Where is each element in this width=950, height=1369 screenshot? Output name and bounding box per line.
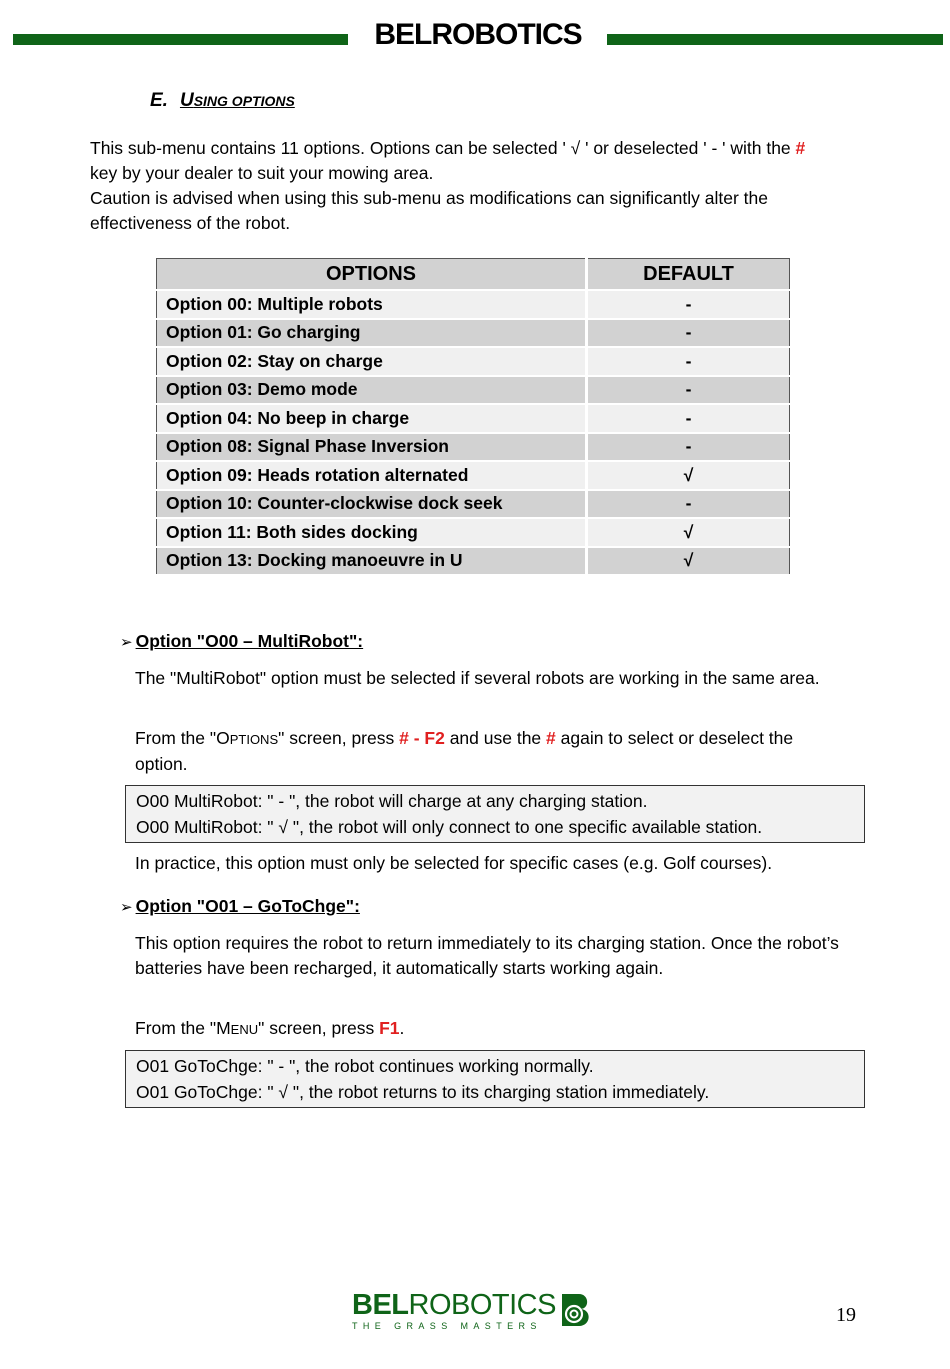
footer-logo	[352, 1290, 596, 1340]
footer-tagline: THE GRASS MASTERS	[352, 1321, 542, 1331]
table-row	[157, 290, 790, 319]
table-row	[157, 347, 790, 376]
intro-paragraph	[90, 136, 870, 236]
o00-p2-b: " screen, press	[278, 728, 400, 748]
option-default: -	[587, 290, 790, 319]
option-name: Option 02: Stay on charge	[157, 347, 587, 376]
footer-brand-bold: BEL	[352, 1289, 409, 1321]
o01-box-line-2: O01 GoToChge: " √ ", the robot returns to its charging station immediately.	[136, 1082, 710, 1102]
o00-paragraph-3: In practice, this option must only be selected for specific cases (e.g. Golf courses).	[135, 853, 773, 873]
intro-caution: Caution is advised when using this sub-menu as modifications can significantly alter the effectiveness of the robot.	[90, 188, 768, 233]
option-o00-heading	[120, 631, 363, 652]
option-default: -	[587, 490, 790, 519]
hash-key: #	[795, 138, 806, 158]
option-default: -	[587, 347, 790, 376]
header-options: OPTIONS	[157, 259, 587, 291]
option-default: √	[587, 518, 790, 547]
o00-paragraph-1: The "MultiRobot" option must be selected if several robots are working in the same area.	[135, 668, 820, 688]
section-title	[180, 90, 295, 111]
table-row	[157, 461, 790, 490]
options-table	[156, 258, 790, 576]
option-o01-heading	[120, 896, 360, 917]
o01-settings-box	[125, 1050, 865, 1108]
o00-paragraph-2	[135, 726, 835, 777]
option-o00-title: Option "O00 – MultiRobot":	[135, 631, 364, 651]
o00-p2-c: and use the	[444, 728, 547, 748]
o01-box-line-1: O01 GoToChge: " - ", the robot continues working normally.	[136, 1056, 594, 1076]
option-name: Option 00: Multiple robots	[157, 290, 587, 319]
option-name: Option 10: Counter-clockwise dock seek	[157, 490, 587, 519]
option-name: Option 11: Both sides docking	[157, 518, 587, 547]
intro-text-b: key by your dealer to suit your mowing area.	[90, 163, 434, 183]
page-number: 19	[836, 1304, 856, 1326]
o01-p2-b: " screen, press	[258, 1018, 380, 1038]
table-row	[157, 490, 790, 519]
intro-text-a: This sub-menu contains 11 options. Options can be selected ' √ ' or deselected ' - ' with the	[90, 138, 796, 158]
o00-p2-sc: PTIONS	[229, 732, 279, 747]
section-title-rest: SING OPTIONS	[193, 93, 295, 109]
option-name: Option 08: Signal Phase Inversion	[157, 433, 587, 462]
section-heading	[150, 90, 295, 112]
o00-keys: # - F2	[399, 728, 445, 748]
table-row	[157, 319, 790, 348]
footer-brand-rest: ROBOTICS	[408, 1289, 556, 1321]
option-default: -	[587, 319, 790, 348]
arrow-icon: ➢	[120, 899, 133, 916]
o00-settings-box	[125, 785, 865, 843]
snail-logo-icon	[559, 1292, 593, 1328]
o01-p2-a: From the "M	[135, 1018, 231, 1038]
o00-box-line-2: O00 MultiRobot: " √ ", the robot will only connect to one specific available station.	[136, 817, 763, 837]
o01-key: F1	[379, 1018, 400, 1038]
header-default: DEFAULT	[587, 259, 790, 291]
table-row	[157, 376, 790, 405]
o01-p2-sc: ENU	[230, 1022, 259, 1037]
section-letter: E.	[150, 90, 168, 111]
header-rule-left	[13, 34, 348, 45]
table-row	[157, 518, 790, 547]
option-default: √	[587, 547, 790, 576]
o00-hash: #	[546, 728, 556, 748]
section-title-cap: U	[179, 90, 194, 111]
option-name: Option 09: Heads rotation alternated	[157, 461, 587, 490]
table-row	[157, 547, 790, 576]
o00-p2-d: again to select or deselect the option.	[135, 728, 794, 774]
table-row	[157, 433, 790, 462]
option-default: -	[587, 376, 790, 405]
o00-box-line-1: O00 MultiRobot: " - ", the robot will charge at any charging station.	[136, 791, 648, 811]
option-name: Option 04: No beep in charge	[157, 404, 587, 433]
option-name: Option 13: Docking manoeuvre in U	[157, 547, 587, 576]
option-default: -	[587, 433, 790, 462]
o01-paragraph-1: This option requires the robot to return immediately to its charging station. Once the robot’s batteries have been recharged, it automatically starts working again.	[135, 933, 839, 978]
header-rule-right	[607, 34, 943, 45]
option-default: -	[587, 404, 790, 433]
header-logo: BELROBOTICS	[374, 18, 582, 51]
option-o01-title: Option "O01 – GoToChge":	[135, 896, 360, 916]
o00-p2-a: From the "O	[135, 728, 230, 748]
arrow-icon: ➢	[120, 634, 133, 651]
o01-paragraph-2	[135, 1016, 835, 1042]
option-name: Option 03: Demo mode	[157, 376, 587, 405]
o01-p2-c: .	[399, 1018, 405, 1038]
table-row	[157, 404, 790, 433]
option-default: √	[587, 461, 790, 490]
option-name: Option 01: Go charging	[157, 319, 587, 348]
